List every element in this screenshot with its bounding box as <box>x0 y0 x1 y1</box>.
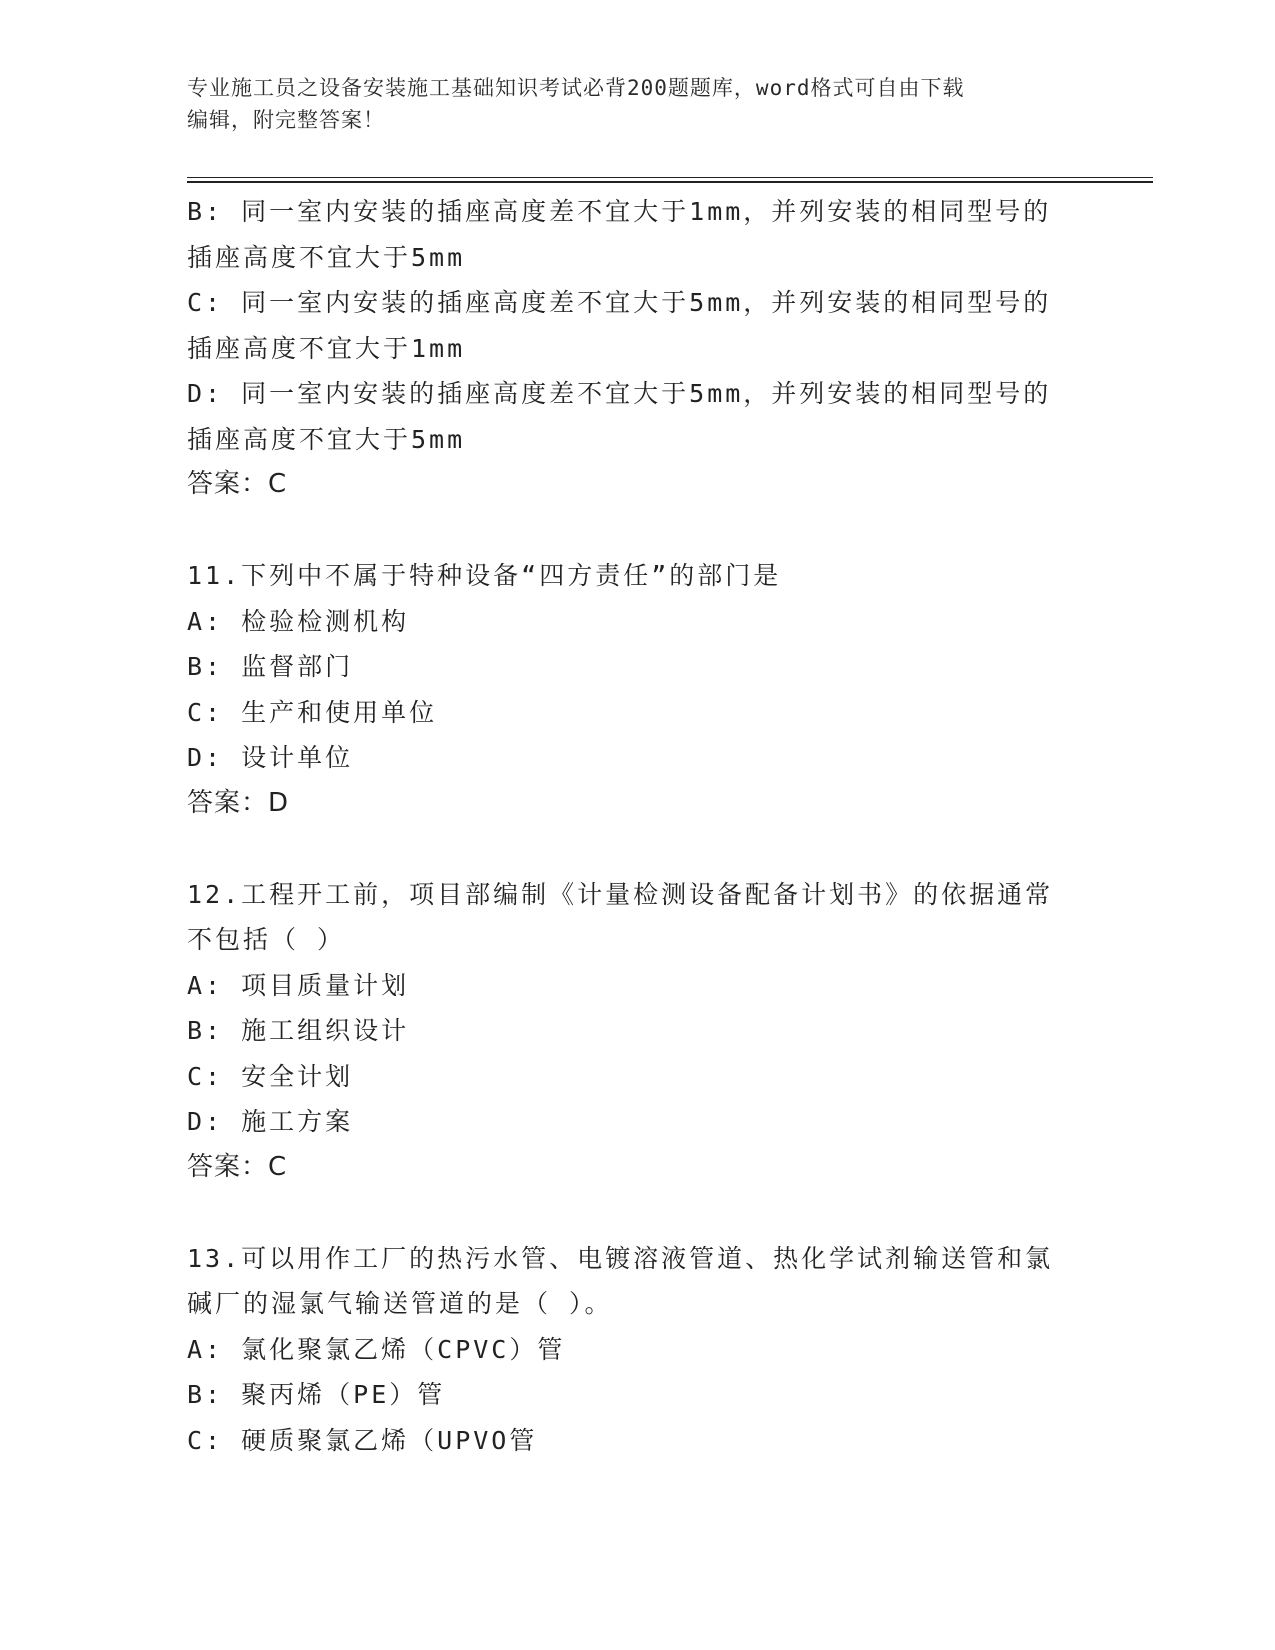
question-11 <box>187 553 1067 826</box>
option-b: B: 监督部门 <box>187 652 354 681</box>
header-title-line-2: 编辑，附完整答案！ <box>187 108 385 132</box>
answer-text: 答案：D <box>187 787 290 818</box>
header-divider-thick <box>187 181 1153 183</box>
option-c: C: 硬质聚氯乙烯（UPVO管 <box>187 1425 538 1455</box>
header-title-line-1: 专业施工员之设备安装施工基础知识考试必背200题题库，word格式可自由下载 <box>187 76 965 100</box>
option-b: B: 聚丙烯（PE）管 <box>187 1380 446 1409</box>
option-c-line-2: 插座高度不宜大于1mm <box>187 333 466 363</box>
option-a: A: 项目质量计划 <box>187 970 410 1000</box>
question-text-line-1: 12.工程开工前，项目部编制《计量检测设备配备计划书》的依据通常 <box>187 879 1054 909</box>
option-a: A: 检验检测机构 <box>187 606 410 636</box>
answer-text: 答案：C <box>187 1151 288 1182</box>
question-text-line-2: 碱厂的湿氯气输送管道的是（ ）。 <box>187 1289 613 1318</box>
question-12 <box>187 872 1067 1191</box>
question-text: 11.下列中不属于特种设备“四方责任”的部门是 <box>187 561 782 590</box>
option-d-line-1: D: 同一室内安装的插座高度差不宜大于5mm，并列安装的相同型号的 <box>187 379 1052 408</box>
header-divider-thin <box>187 177 1153 178</box>
document-header <box>187 72 1067 136</box>
spacer <box>187 826 1067 872</box>
option-d: D: 施工方案 <box>187 1107 354 1136</box>
question-13 <box>187 1236 1067 1464</box>
option-c-line-1: C: 同一室内安装的插座高度差不宜大于5mm，并列安装的相同型号的 <box>187 288 1052 317</box>
question-list <box>187 189 1067 1463</box>
option-b: B: 施工组织设计 <box>187 1016 410 1045</box>
option-c: C: 安全计划 <box>187 1061 354 1091</box>
option-c: C: 生产和使用单位 <box>187 697 438 727</box>
option-b-line-2: 插座高度不宜大于5mm <box>187 242 466 272</box>
option-d: D: 设计单位 <box>187 743 354 772</box>
spacer <box>187 1190 1067 1236</box>
spacer <box>187 508 1067 554</box>
option-d-line-2: 插座高度不宜大于5mm <box>187 424 466 454</box>
question-10-options <box>187 189 1067 508</box>
question-text-line-1: 13.可以用作工厂的热污水管、电镀溶液管道、热化学试剂输送管和氯 <box>187 1243 1054 1273</box>
option-b-line-1: B: 同一室内安装的插座高度差不宜大于1mm，并列安装的相同型号的 <box>187 197 1052 226</box>
question-text-line-2: 不包括（ ） <box>187 925 346 954</box>
answer-text: 答案：C <box>187 469 288 499</box>
option-a: A: 氯化聚氯乙烯（CPVC）管 <box>187 1334 566 1364</box>
